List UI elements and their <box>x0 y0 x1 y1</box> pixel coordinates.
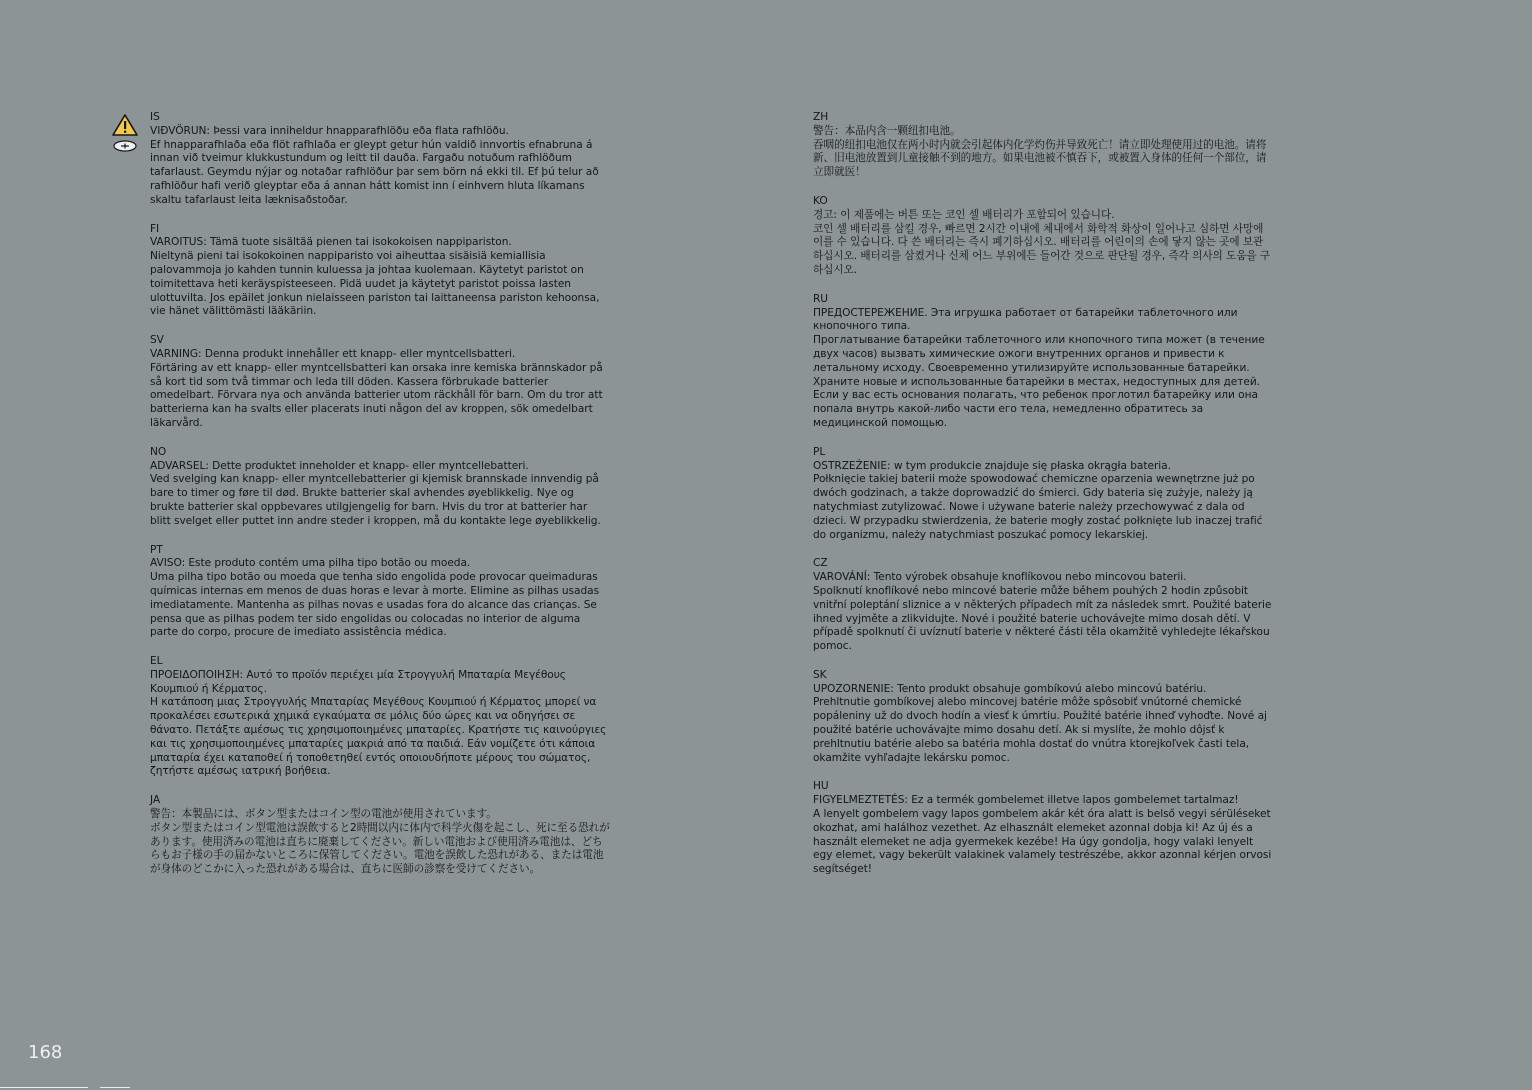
warning-heading: VAROITUS: Tämä tuote sisältää pienen tai isokokoisen nappipariston. <box>150 236 512 249</box>
warning-triangle-icon <box>113 115 137 135</box>
page-number: 168 <box>28 1042 63 1063</box>
bottom-rule <box>0 1087 88 1088</box>
warning-text: Ved svelging kan knapp- eller myntcellebatterier gi kjemisk brannskade innvendig på bare to timer og føre til død. Brukte batterier skal avhendes øyeblikkelig. Nye og brukte batterier skal oppbevares utilgjengelig for barn. Hvis du tror at batterier har blitt svelget eller puttet inn andre steder i kroppen, må du kontakte lege øyeblikkelig. <box>150 473 601 527</box>
warning-section-fi <box>150 223 610 320</box>
warning-text: 吞咽的纽扣电池仅在两小时内就会引起体内化学灼伤并导致死亡！请立即处理使用过的电池。请将新、旧电池放置到儿童接触不到的地方。如果电池被不慎吞下，或被置入身体的任何一个部位，请立即就医！ <box>813 138 1267 179</box>
warning-icons <box>112 113 140 155</box>
warning-text: A lenyelt gombelem vagy lapos gombelem akár két óra alatt is belső vegyi sérüléseket okozhat, ami halálhoz vezethet. Az elhasznált elemeket azonnal dobja ki! Az új és a használt elemeket ne adja gyermekek kezébe! Ha úgy gondolja, hogy valaki lenyelt egy elemet, vagy bekerült valakinek valamely testrészébe, akkor azonnal kérjen orvosi segítséget! <box>813 808 1272 876</box>
language-code: SV <box>150 334 164 347</box>
warning-section-zh <box>813 111 1273 180</box>
warning-heading: 경고: 이 제품에는 버튼 또는 코인 셀 배터리가 포함되어 있습니다. <box>813 208 1115 221</box>
warning-text: Połknięcie takiej baterii może spowodować chemiczne oparzenia wewnętrzne już po dwóch godzinach, a także doprowadzić do śmierci. Gdy bateria się zużyje, należy ją natychmiast zutylizować. Nowe i używane baterie należy przechowywać z dala od dzieci. W przypadku stwierdzenia, że baterie mogły zostać połknięte lub inaczej trafić do organizmu, należy natychmiast poszukać pomocy lekarskiej. <box>813 473 1263 541</box>
warning-section-el <box>150 655 610 779</box>
warning-heading: 警告：本製品には、ボタン型またはコイン型の電池が使用されています。 <box>150 808 497 821</box>
warning-section-cz <box>813 557 1273 654</box>
warning-section-sk <box>813 669 1273 766</box>
warning-section-pt <box>150 544 610 641</box>
warning-section-ru <box>813 293 1273 431</box>
warning-heading: VAROVÁNÍ: Tento výrobek obsahuje knoflíkovou nebo mincovou baterii. <box>813 571 1187 584</box>
warning-heading: ΠΡΟΕΙΔΟΠΟΙΗΣΗ: Αυτό το προϊόν περιέχει μία Στρογγυλή Μπαταρία Μεγέθους Κουμπιού ή Κέρματος. <box>150 668 566 695</box>
language-code: FI <box>150 222 160 235</box>
warning-text: Nieltynä pieni tai isokokoinen nappiparisto voi aiheuttaa sisäisiä kemiallisia palovammoja jo kahden tunnin kuluessa ja johtaa kuolemaan. Käytetyt paristot on toimitettava heti keräyspisteeseen. Pidä uudet ja käytetyt paristot poissa lasten ulottuvilta. Jos epäilet jonkun nielaisseen pariston tai laittaneensa pariston kehoonsa, vie hänet välittömästi lääkäriin. <box>150 250 600 318</box>
warning-heading: ПРЕДОСТЕРЕЖЕНИЕ. Эта игрушка работает от батарейки таблеточного или кнопочного типа. <box>813 306 1238 333</box>
warning-section-ja <box>150 794 610 877</box>
left-column <box>150 111 610 892</box>
language-code: SK <box>813 668 827 681</box>
warning-heading: ADVARSEL: Dette produktet inneholder et knapp- eller myntcellebatteri. <box>150 459 529 472</box>
warning-text: Uma pilha tipo botão ou moeda que tenha sido engolida pode provocar queimaduras químicas internas em menos de duas horas e levar à morte. Elimine as pilhas usadas imediatamente. Mantenha as pilhas novas e usadas fora do alcance das crianças. Se pensa que as pilhas podem ter sido engolidas ou colocadas no interior de alguma parte do corpo, procure de imediato assistência médica. <box>150 571 600 639</box>
warning-heading: VARNING: Denna produkt innehåller ett knapp- eller myntcellsbatteri. <box>150 347 516 360</box>
warning-heading: OSTRZEŻENIE: w tym produkcie znajduje się płaska okrągła bateria. <box>813 459 1171 472</box>
language-code: IS <box>150 111 160 123</box>
warning-heading: FIGYELMEZTETÉS: Ez a termék gombelemet illetve lapos gombelemet tartalmaz! <box>813 794 1239 807</box>
language-code: KO <box>813 194 828 207</box>
warning-heading: UPOZORNENIE: Tento produkt obsahuje gombíkovú alebo mincovú batériu. <box>813 682 1207 695</box>
warning-section-hu <box>813 780 1273 877</box>
warning-text: Förtäring av ett knapp- eller myntcellsbatteri kan orsaka inre kemiska brännskador på så kort tid som två timmar och leda till döden. Kassera förbrukade batterier omedelbart. Förvara nya och använda batterier utom räckhåll för barn. Om du tror att batterierna kan ha svalts eller placerats inuti någon del av kroppen, sök omedelbart läkarvård. <box>150 361 603 429</box>
warning-text: Проглатывание батарейки таблеточного или кнопочного типа может (в течение двух часов) вызвать химические ожоги внутренних органов и привести к летальному исходу. Своевременно утилизируйте использованные батарейки. Храните новые и использованные батарейки в местах, недоступных для детей. Если у вас есть основания полагать, что ребенок проглотил батарейку или она попала внутрь какой-либо части его тела, немедленно обратитесь за медицинской помощью. <box>813 334 1265 429</box>
warning-text: ボタン型またはコイン型電池は誤飲すると2時間以内に体内で科学火傷を起こし、死に至る恐れがあります。使用済みの電池は直ちに廃棄してください。新しい電池および使用済み電池は、どちらもお子様の手の届かないところに保管してください。電池を誤飲した恐れがある、または電池が身体のどこかに入った恐れがある場合は、直ちに医師の診察を受けてください。 <box>150 821 610 876</box>
language-code: JA <box>150 794 161 807</box>
language-code: CZ <box>813 557 828 570</box>
bottom-rule-short <box>100 1087 130 1088</box>
warning-text: Ef hnapparafhlaða eða flöt rafhlaða er gleypt getur hún valdið innvortis efnabruna á innan við tveimur klukkustundum og leitt til dauða. Fargaðu notuðum rafhlöðum tafarlaust. Geymdu nýjar og notaðar rafhlöður þar sem börn ná ekki til. Ef þú telur að rafhlöður hafi verið gleyptar eða á annan hátt komist inn í einhvern hluta líkamans skaltu tafarlaust leita læknisaðstoðar. <box>150 138 599 206</box>
warning-heading: AVISO: Este produto contém uma pilha tipo botão ou moeda. <box>150 557 471 570</box>
right-column <box>813 111 1273 892</box>
language-code: NO <box>150 445 167 458</box>
warning-text: Η κατάποση μιας Στρογγυλής Μπαταρίας Μεγέθους Κουμπιού ή Κέρματος μπορεί να προκαλέσει εσωτερικά χημικά εγκαύματα σε μόλις δύο ώρες και να οδηγήσει σε θάνατο. Πετάξτε αμέσως τις χρησιμοποιημένες μπαταρίες. Κρατήστε τις καινούργιες και τις χρησιμοποιημένες μπαταρίες μακριά από τα παιδιά. Εάν νομίζετε ότι κάποια μπαταρία έχει καταποθεί ή τοποθετηθεί εντός οποιουδήποτε μέρους του σώματος, ζητήστε αμέσως ιατρική βοήθεια. <box>150 696 607 778</box>
language-code: PL <box>813 445 826 458</box>
warning-text: Spolknutí knoflíkové nebo mincové baterie může během pouhých 2 hodin způsobit vnitřní poleptání sliznice a v některých případech mít za následek smrt. Použité baterie ihned vyjměte a zlikvidujte. Nové i použité baterie uchovávejte mimo dosah dětí. V případě spolknutí či uvíznutí baterie v některé části těla okamžitě vyhledejte lékařskou pomoc. <box>813 584 1272 653</box>
warning-section-ko <box>813 195 1273 278</box>
coin-battery-icon <box>114 141 136 151</box>
warning-heading: 警告：本品内含一颗纽扣电池。 <box>813 124 961 137</box>
warning-heading: VIÐVÖRUN: Þessi vara inniheldur hnapparafhlöðu eða flata rafhlöðu. <box>150 124 509 137</box>
warning-section-no <box>150 446 610 529</box>
warning-text: Prehltnutie gombíkovej alebo mincovej batérie môže spôsobiť vnútorné chemické popáleniny už do dvoch hodín a viesť k úmrtiu. Použité batérie ihneď vyhoďte. Nové aj použité batérie uchovávajte mimo dosahu detí. Ak si myslíte, že mohlo dôjsť k prehltnutiu batérie alebo sa batéria mohla dostať do vnútra ktorejkoľvek časti tela, okamžite vyhľadajte lekársku pomoc. <box>813 696 1267 764</box>
language-code: EL <box>150 655 163 668</box>
language-code: PT <box>150 543 163 556</box>
warning-section-sv <box>150 334 610 431</box>
language-code: ZH <box>813 111 829 123</box>
warning-section-pl <box>813 446 1273 543</box>
language-code: RU <box>813 292 829 305</box>
language-code: HU <box>813 780 829 793</box>
warning-text: 코인 셀 배터리를 삼킬 경우, 빠르면 2시간 이내에 체내에서 화학적 화상이 일어나고 심하면 사망에 이를 수 있습니다. 다 쓴 배터리는 즉시 폐기하십시오. 배터리를 어린이의 손에 닿지 않는 곳에 보관하십시오. 배터리를 삼켰거나 신체 어느 부위에든 들어간 것으로 판단될 경우, 즉각 의사의 도움을 구하십시오. <box>813 222 1271 276</box>
warning-section-is <box>150 111 610 208</box>
